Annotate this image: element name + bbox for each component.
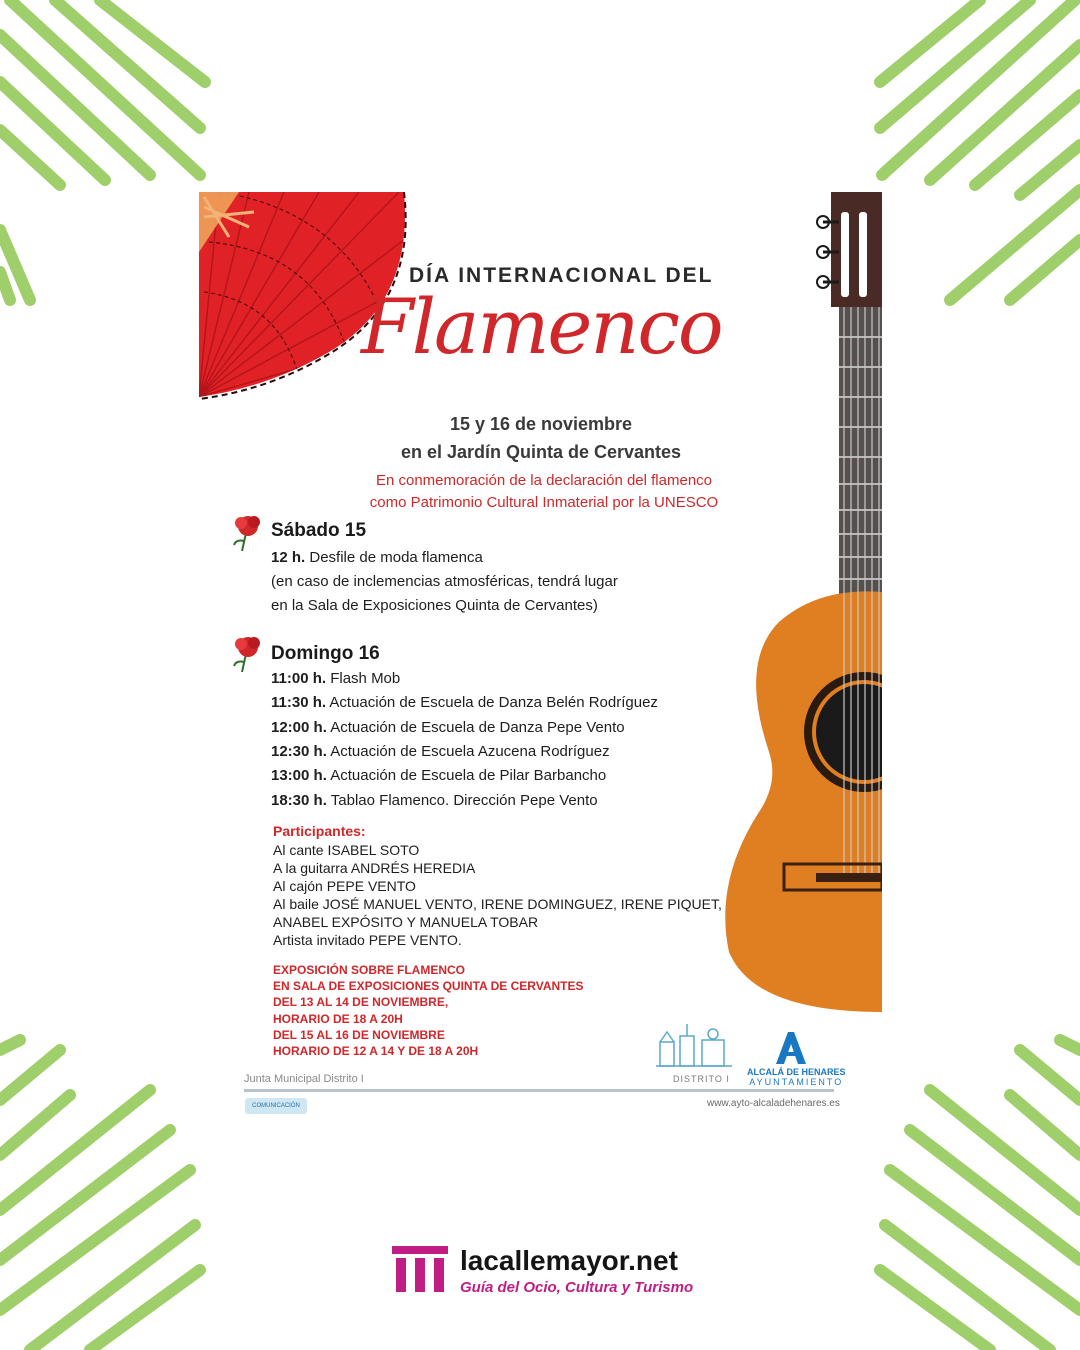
schedule-text: en la Sala de Exposiciones Quinta de Cervantes) — [271, 597, 598, 614]
schedule-text: (en caso de inclemencias atmosféricas, tendrá lugar — [271, 573, 618, 590]
event-poster — [199, 192, 882, 1145]
sunday-heading: Domingo 16 — [271, 643, 380, 664]
commemoration-line-1: En conmemoración de la declaración del flamenco — [375, 472, 713, 489]
schedule-time: 18:30 h. — [271, 792, 327, 809]
title-line: DÍA INTERNACIONAL DEL — [409, 264, 714, 287]
guitar-illustration — [699, 192, 882, 1145]
exhibition-line: DEL 15 AL 16 DE NOVIEMBRE — [273, 1028, 445, 1042]
schedule-text: Actuación de Escuela Azucena Rodríguez — [330, 743, 610, 760]
schedule-line — [271, 670, 400, 687]
schedule-line — [271, 767, 606, 784]
schedule-line — [271, 549, 483, 566]
brand-tagline: Guía del Ocio, Cultura y Turismo — [460, 1279, 694, 1296]
schedule-time: 12:30 h. — [271, 743, 327, 760]
footer-divider — [244, 1089, 834, 1092]
alcala-logo — [772, 1030, 808, 1066]
schedule-time: 11:00 h. — [271, 670, 327, 687]
alcala-label — [747, 1067, 846, 1087]
carnation-icon — [232, 636, 264, 672]
title-script: Flamenco — [361, 282, 722, 371]
schedule-text: Actuación de Escuela de Danza Pepe Vento — [330, 719, 625, 736]
commemoration-line-2: como Patrimonio Cultural Inmaterial por la UNESCO — [369, 494, 719, 511]
distrito-logo — [654, 1020, 734, 1072]
participant-line: A la guitarra ANDRÉS HEREDIA — [273, 860, 476, 876]
schedule-time: 13:00 h. — [271, 767, 327, 784]
schedule-time: 11:30 h. — [271, 694, 327, 711]
participant-line: Al cajón PEPE VENTO — [273, 878, 416, 894]
event-date: 15 y 16 de noviembre — [449, 414, 633, 434]
schedule-text: Actuación de Escuela de Pilar Barbancho — [330, 767, 607, 784]
event-venue: en el Jardín Quinta de Cervantes — [400, 442, 682, 462]
schedule-line — [271, 719, 625, 736]
commemoration-block — [359, 470, 729, 514]
carnation-icon — [232, 515, 264, 551]
junta-label: Junta Municipal Distrito I — [244, 1073, 364, 1085]
schedule-text: Flash Mob — [330, 670, 401, 687]
participant-line: Al cante ISABEL SOTO — [273, 842, 420, 858]
lacallemayor-logo — [392, 1244, 454, 1296]
exhibition-line: EXPOSICIÓN SOBRE FLAMENCO — [273, 963, 466, 977]
city-sub: AYUNTAMIENTO — [749, 1077, 844, 1087]
schedule-time: 12:00 h. — [271, 719, 327, 736]
stripes-bottom-right — [860, 1030, 1080, 1350]
saturday-heading: Sábado 15 — [271, 520, 367, 541]
schedule-line — [271, 694, 658, 711]
schedule-line — [271, 792, 598, 809]
distrito-label: DISTRITO I — [673, 1074, 730, 1084]
schedule-line — [271, 743, 610, 760]
schedule-text: Desfile de moda flamenca — [309, 549, 483, 566]
brand-name: lacallemayor.net — [460, 1245, 678, 1276]
schedule-time: 12 h. — [271, 549, 306, 566]
schedule-text: Actuación de Escuela de Danza Belén Rodríguez — [329, 694, 658, 711]
exhibition-line: HORARIO DE 18 A 20H — [273, 1012, 403, 1026]
participants-heading: Participantes: — [273, 823, 366, 839]
stripes-top-right — [860, 0, 1080, 320]
stripes-top-left — [0, 0, 220, 320]
stripes-bottom-left — [0, 1030, 220, 1350]
participant-line: Artista invitado PEPE VENTO. — [273, 932, 462, 948]
exhibition-line: DEL 13 AL 14 DE NOVIEMBRE, — [273, 995, 449, 1009]
participant-line: Al baile JOSÉ MANUEL VENTO, IRENE DOMINGUEZ, IRENE PIQUET, — [273, 896, 722, 912]
city-name: ALCALÁ DE HENARES — [747, 1067, 846, 1077]
event-date-block — [396, 410, 686, 466]
participant-line: ANABEL EXPÓSITO Y MANUELA TOBAR — [273, 914, 539, 930]
exhibition-line: HORARIO DE 12 A 14 Y DE 18 A 20H — [273, 1044, 479, 1058]
schedule-text: Tablao Flamenco. Dirección Pepe Vento — [330, 792, 598, 809]
schedule-line — [271, 597, 598, 614]
website-url: www.ayto-alcaladehenares.es — [707, 1098, 840, 1109]
exhibition-line: EN SALA DE EXPOSICIONES QUINTA DE CERVANTES — [273, 979, 584, 993]
schedule-line — [271, 573, 618, 590]
comunicacion-badge: COMUNICACIÓN — [245, 1098, 307, 1114]
